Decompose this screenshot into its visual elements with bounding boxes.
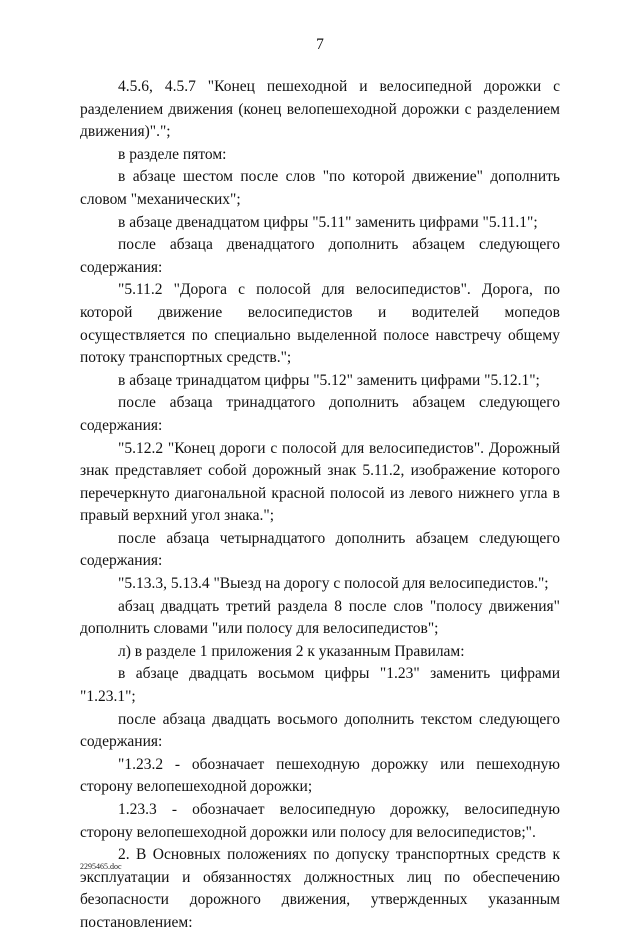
- paragraph: в абзаце двадцать восьмом цифры "1.23" заменить цифрами "1.23.1";: [80, 665, 560, 706]
- paragraph: после абзаца двенадцатого дополнить абзацем следующего содержания:: [80, 236, 560, 276]
- paragraph: в разделе пятом:: [118, 145, 227, 163]
- paragraph: л) в разделе 1 приложения 2 к указанным Правилам:: [118, 642, 465, 660]
- paragraph: после абзаца двадцать восьмого дополнить текстом следующего содержания:: [80, 710, 560, 751]
- paragraph: абзац двадцать третий раздела 8 после слов "полосу движения" дополнить словами "или полосу для велосипедистов";: [80, 597, 560, 638]
- paragraph: в абзаце тринадцатом цифры "5.12" заменить цифрами "5.12.1";: [118, 371, 540, 389]
- paragraph: в абзаце двенадцатом цифры "5.11" заменить цифрами "5.11.1";: [118, 213, 538, 231]
- paragraph: 1.23.3 - обозначает велосипедную дорожку, велосипедную сторону велопешеходной дорожки или полосу для велосипедистов;".: [80, 801, 560, 841]
- paragraph: после абзаца четырнадцатого дополнить абзацем следующего содержания:: [80, 529, 560, 570]
- paragraph: после абзаца тринадцатого дополнить абзацем следующего содержания:: [80, 394, 560, 434]
- paragraph: 4.5.6, 4.5.7 "Конец пешеходной и велосипедной дорожки с разделением движения (конец велопешеходной дорожки с разделением движения)".";: [80, 78, 560, 141]
- paragraph: в абзаце шестом после слов "по которой движение" дополнить словом "механических";: [80, 168, 560, 208]
- paragraph: "1.23.2 - обозначает пешеходную дорожку или пешеходную сторону велопешеходной дорожки;: [80, 755, 560, 796]
- file-name-footer: 2295465.doc: [80, 862, 122, 871]
- paragraph: "5.12.2 "Конец дороги с полосой для велосипедистов". Дорожный знак представляет собой дорожный знак 5.11.2, изображение которого перечеркнуто диагональной красной полосой из левого нижнего угла в правый верхний угол знака.";: [80, 439, 560, 525]
- paragraph: 2. В Основных положениях по допуску транспортных средств к эксплуатации и обязанностях должностных лиц по обеспечению безопасности дорожного движения, утвержденных указанным постановлением:: [80, 846, 560, 931]
- document-body: [80, 76, 560, 935]
- paragraph: "5.13.3, 5.13.4 "Выезд на дорогу с полосой для велосипедистов.";: [118, 575, 549, 593]
- page-number: 7: [316, 36, 324, 53]
- paragraph: "5.11.2 "Дорога с полосой для велосипедистов". Дорога, по которой движение велосипедистов и водителей мопедов осуществляется по специально выделенной полосе навстречу общему потоку транспортных средств.";: [80, 281, 560, 367]
